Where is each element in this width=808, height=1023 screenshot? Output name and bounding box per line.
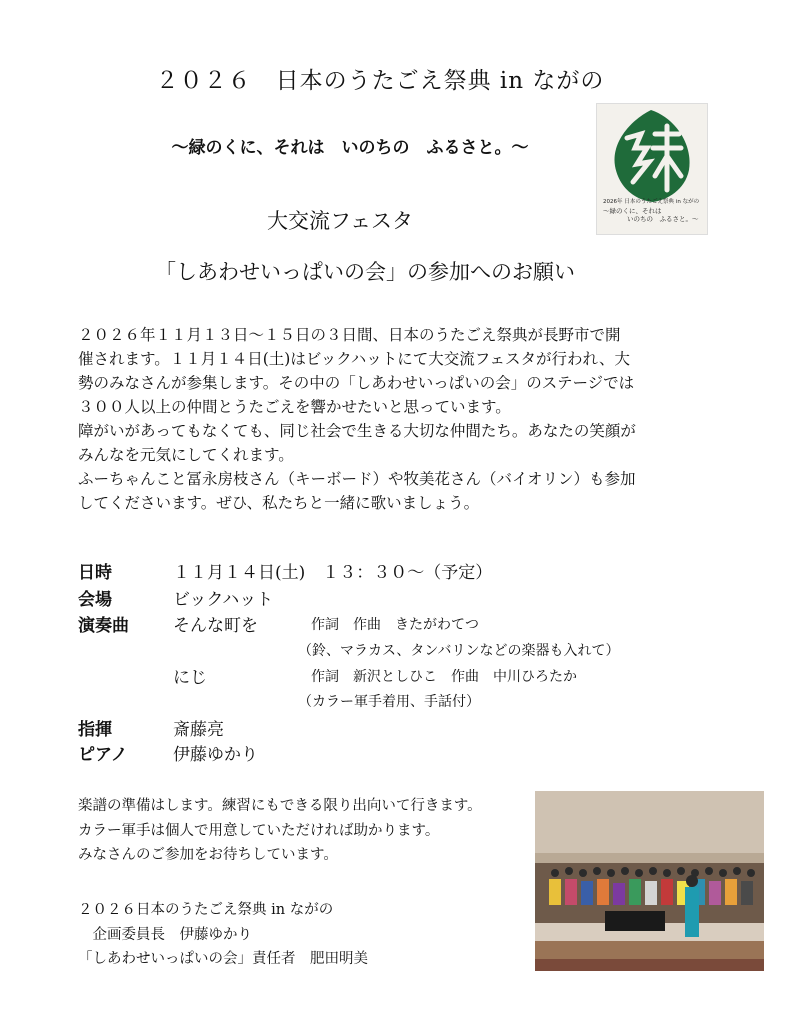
signature-block xyxy=(78,898,368,972)
festival-logo xyxy=(596,103,708,235)
song2-note: （カラー軍手着用、手話付） xyxy=(298,694,480,710)
piano-label: ピアノ xyxy=(78,745,128,765)
intro-line: してくださいます。ぜひ、私たちと一緒に歌いましょう。 xyxy=(78,494,480,512)
intro-line: 催されます。１１月１４日(土)はビックハットにて大交流フェスタが行われ、大 xyxy=(78,350,630,368)
conductor-value: 斎藤亮 xyxy=(173,720,224,740)
songs-label: 演奏曲 xyxy=(78,616,129,636)
intro-line: ２０２６年１１月１３日～１５日の３日間、日本のうたごえ祭典が長野市で開 xyxy=(78,326,621,344)
intro-text xyxy=(78,323,703,515)
venue-label: 会場 xyxy=(78,590,112,610)
intro-line: ３００人以上の仲間とうたごえを響かせたいと思っています。 xyxy=(78,398,511,416)
piano-value: 伊藤ゆかり xyxy=(173,745,258,765)
event-name: 大交流フェスタ xyxy=(267,209,413,233)
song2-credit: 作詞 新沢としひこ 作曲 中川ひろたか xyxy=(311,669,577,685)
logo-caption-line1: 2026年 日本のうたごえ祭典 in ながの xyxy=(603,198,700,205)
venue-value: ビックハット xyxy=(173,590,274,610)
signature-leader: 「しあわせいっぱいの会」責任者 肥田明美 xyxy=(78,951,368,967)
song1-credit: 作詞 作曲 きたがわてつ xyxy=(311,617,479,633)
intro-line: みんなを元気にしてくれます。 xyxy=(78,446,294,464)
logo-caption-line3: いのちの ふるさと。～ xyxy=(627,215,699,223)
datetime-label: 日時 xyxy=(78,563,112,583)
closing-line: 楽譜の準備はします。練習にもできる限り出向いて行きます。 xyxy=(78,798,482,814)
choir-stage-photo xyxy=(535,791,764,971)
closing-text xyxy=(78,794,482,868)
song1-title: そんな町を xyxy=(173,616,258,636)
signature-org: ２０２６日本のうたごえ祭典 in ながの xyxy=(78,902,334,918)
request-title: 「しあわせいっぱいの会」の参加へのお願い xyxy=(155,260,575,284)
conductor-label: 指揮 xyxy=(78,720,112,740)
signature-chair: 企画委員長 伊藤ゆかり xyxy=(78,926,252,943)
song1-note: （鈴、マラカス、タンバリンなどの楽器も入れて） xyxy=(298,643,620,659)
intro-line: 勢のみなさんが参集します。その中の「しあわせいっぱいの会」のステージでは xyxy=(78,374,635,392)
closing-line: みなさんのご参加をお待ちしています。 xyxy=(78,847,338,863)
closing-line: カラー軍手は個人で用意していただければ助かります。 xyxy=(78,822,440,839)
song2-title: にじ xyxy=(173,668,207,688)
page-title: ２０２６ 日本のうたごえ祭典 in ながの xyxy=(155,68,605,94)
datetime-value: １１月１４日(土) １３：３０～（予定） xyxy=(173,563,493,583)
logo-caption-line2: ～緑のくに、それは xyxy=(603,206,662,215)
page-subtitle: ～緑のくに、それは いのちの ふるさと。～ xyxy=(171,138,529,158)
intro-line: 障がいがあってもなくても、同じ社会で生きる大切な仲間たち。あなたの笑顔が xyxy=(78,422,636,440)
intro-line: ふーちゃんこと冨永房枝さん（キーボード）や牧美花さん（バイオリン）も参加 xyxy=(78,470,636,488)
